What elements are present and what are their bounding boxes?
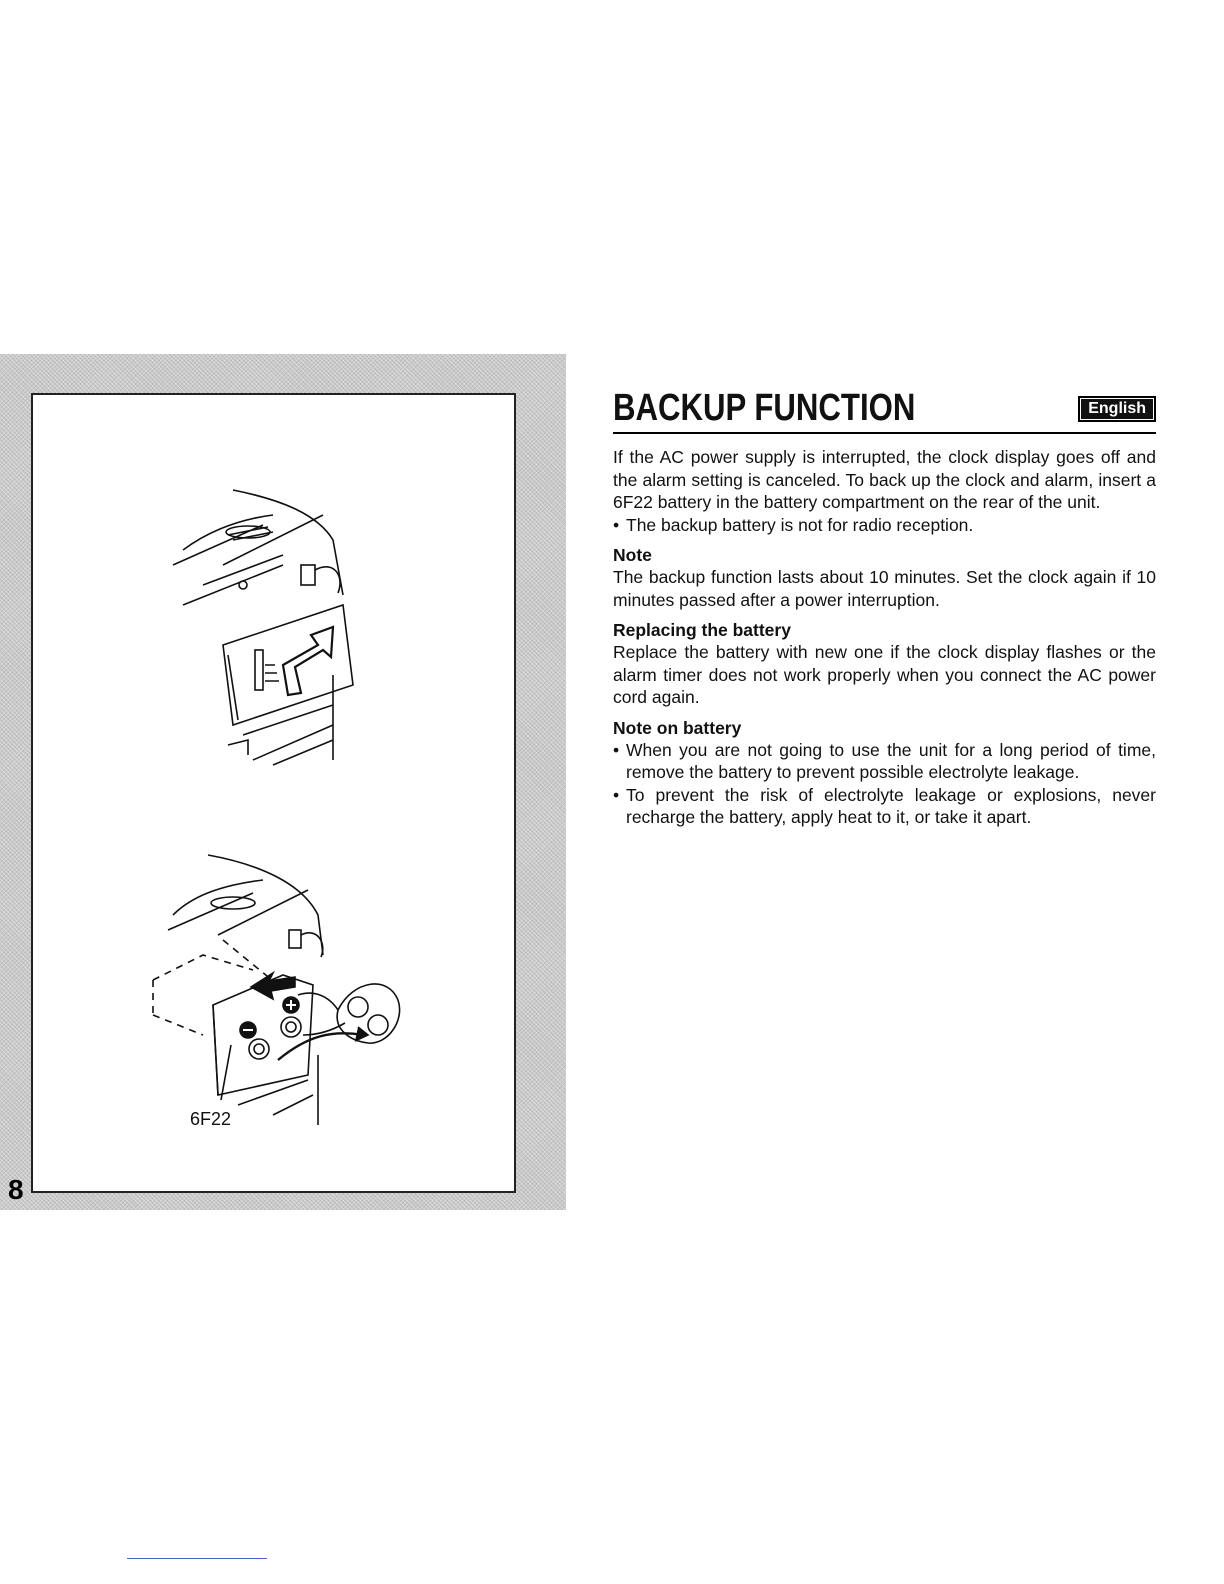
intro-paragraph: If the AC power supply is interrupted, the clock display goes off and the alarm setting is canceled. To back up the clock and alarm, insert a 6F22 battery in the battery compartment on the rear of the unit. bbox=[613, 447, 1156, 512]
battery-label: 6F22 bbox=[190, 1109, 232, 1129]
note-body: The backup function lasts about 10 minutes. Set the clock again if 10 minutes passed after a power interruption. bbox=[613, 567, 1156, 610]
battery-bullet-2-text: To prevent the risk of electrolyte leakage or explosions, never recharge the battery, apply heat to it, or take it apart. bbox=[626, 784, 1156, 827]
note-heading: Note bbox=[613, 545, 652, 565]
page-title: BACKUP FUNCTION bbox=[613, 387, 916, 429]
divider-line bbox=[127, 1558, 267, 1559]
battery-bullet-2 bbox=[613, 784, 1156, 829]
page-number: 8 bbox=[8, 1174, 23, 1205]
intro-bullet-text: The backup battery is not for radio reception. bbox=[626, 514, 974, 535]
intro-bullet bbox=[613, 514, 1156, 537]
replacing-battery-heading: Replacing the battery bbox=[613, 620, 791, 640]
heading-row bbox=[613, 388, 1156, 434]
figure-box bbox=[31, 393, 516, 1193]
language-badge: English bbox=[1078, 396, 1156, 422]
battery-bullet-1-text: When you are not going to use the unit for a long period of time, remove the battery to prevent possible electrolyte leakage. bbox=[626, 739, 1156, 782]
bullet-dot: • bbox=[613, 739, 620, 760]
replacing-battery-body: Replace the battery with new one if the clock display flashes or the alarm timer does not work properly when you connect the AC power cord again. bbox=[613, 642, 1156, 707]
top-illustration bbox=[173, 490, 353, 765]
battery-bullet-1 bbox=[613, 739, 1156, 784]
bottom-illustration bbox=[153, 855, 400, 1125]
note-on-battery-heading: Note on battery bbox=[613, 717, 742, 738]
bullet-dot: • bbox=[613, 784, 620, 805]
battery-diagram bbox=[33, 395, 514, 1191]
illustration-panel bbox=[0, 354, 566, 1210]
main-content bbox=[613, 388, 1156, 829]
bullet-dot: • bbox=[613, 514, 620, 535]
